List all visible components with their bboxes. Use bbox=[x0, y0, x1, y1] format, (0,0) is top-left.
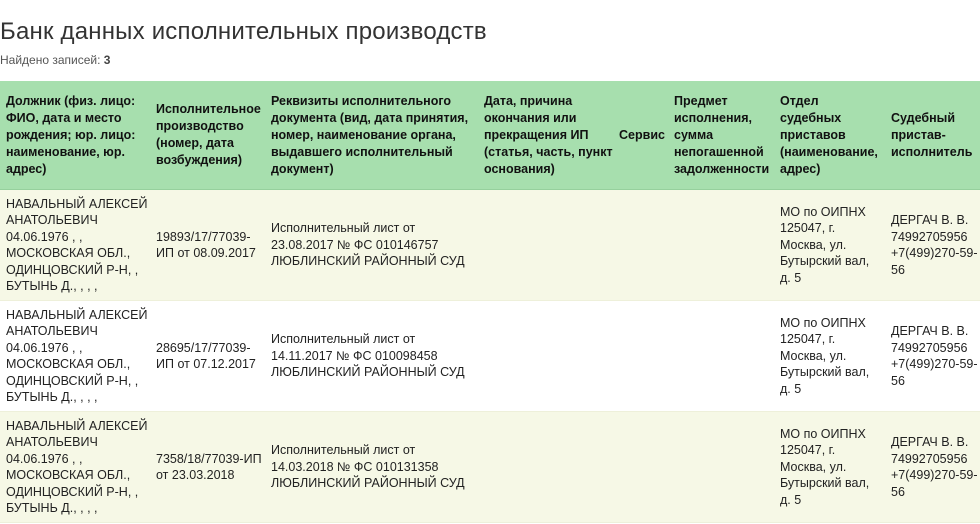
table-row bbox=[0, 412, 980, 523]
cell-service bbox=[616, 301, 668, 412]
table-header-row bbox=[0, 81, 980, 190]
cell-debtor: НАВАЛЬНЫЙ АЛЕКСЕЙ АНАТОЛЬЕВИЧ 04.06.1976 , , МОСКОВСКАЯ ОБЛ., ОДИНЦОВСКИЙ Р-Н, , БУТЫНЬ Д., , , , bbox=[0, 301, 150, 412]
col-header-debtor: Должник (физ. лицо: ФИО, дата и место рождения; юр. лицо: наименование, юр. адрес) bbox=[0, 81, 150, 190]
cell-department: МО по ОИПНХ 125047, г. Москва, ул. Бутырский вал, д. 5 bbox=[774, 190, 885, 301]
col-header-department: Отдел судебных приставов (наименование, адрес) bbox=[774, 81, 885, 190]
cell-bailiff: ДЕРГАЧ В. В. 74992705956 +7(499)270-59-56 bbox=[885, 190, 980, 301]
cell-service bbox=[616, 412, 668, 523]
table-row bbox=[0, 190, 980, 301]
cell-document: Исполнительный лист от 23.08.2017 № ФС 010146757 ЛЮБЛИНСКИЙ РАЙОННЫЙ СУД bbox=[265, 190, 478, 301]
cell-department: МО по ОИПНХ 125047, г. Москва, ул. Бутырский вал, д. 5 bbox=[774, 301, 885, 412]
cell-document: Исполнительный лист от 14.03.2018 № ФС 010131358 ЛЮБЛИНСКИЙ РАЙОННЫЙ СУД bbox=[265, 412, 478, 523]
cell-subject bbox=[668, 412, 774, 523]
records-found-label: Найдено записей: bbox=[0, 53, 101, 67]
cell-end-reason bbox=[478, 190, 616, 301]
col-header-proceeding: Исполнительное производство (номер, дата возбуждения) bbox=[150, 81, 265, 190]
cell-proceeding: 7358/18/77039-ИП от 23.03.2018 bbox=[150, 412, 265, 523]
table-row bbox=[0, 301, 980, 412]
cell-end-reason bbox=[478, 412, 616, 523]
cell-debtor: НАВАЛЬНЫЙ АЛЕКСЕЙ АНАТОЛЬЕВИЧ 04.06.1976 , , МОСКОВСКАЯ ОБЛ., ОДИНЦОВСКИЙ Р-Н, , БУТЫНЬ Д., , , , bbox=[0, 190, 150, 301]
cell-subject bbox=[668, 190, 774, 301]
cell-bailiff: ДЕРГАЧ В. В. 74992705956 +7(499)270-59-56 bbox=[885, 412, 980, 523]
cell-subject bbox=[668, 301, 774, 412]
results-table bbox=[0, 81, 980, 523]
cell-end-reason bbox=[478, 301, 616, 412]
page-title: Банк данных исполнительных производств bbox=[0, 18, 487, 46]
cell-department: МО по ОИПНХ 125047, г. Москва, ул. Бутырский вал, д. 5 bbox=[774, 412, 885, 523]
cell-service bbox=[616, 190, 668, 301]
col-header-service: Сервис bbox=[616, 81, 668, 190]
cell-bailiff: ДЕРГАЧ В. В. 74992705956 +7(499)270-59-56 bbox=[885, 301, 980, 412]
cell-proceeding: 28695/17/77039-ИП от 07.12.2017 bbox=[150, 301, 265, 412]
col-header-document: Реквизиты исполнительного документа (вид, дата принятия, номер, наименование органа, выдавшего исполнительный документ) bbox=[265, 81, 478, 190]
cell-document: Исполнительный лист от 14.11.2017 № ФС 010098458 ЛЮБЛИНСКИЙ РАЙОННЫЙ СУД bbox=[265, 301, 478, 412]
col-header-subject: Предмет исполнения, сумма непогашенной задолженности bbox=[668, 81, 774, 190]
cell-debtor: НАВАЛЬНЫЙ АЛЕКСЕЙ АНАТОЛЬЕВИЧ 04.06.1976 , , МОСКОВСКАЯ ОБЛ., ОДИНЦОВСКИЙ Р-Н, , БУТЫНЬ Д., , , , bbox=[0, 412, 150, 523]
col-header-end-reason: Дата, причина окончания или прекращения ИП (статья, часть, пункт основания) bbox=[478, 81, 616, 190]
records-found bbox=[0, 53, 110, 67]
cell-proceeding: 19893/17/77039-ИП от 08.09.2017 bbox=[150, 190, 265, 301]
col-header-bailiff: Судебный пристав-исполнитель bbox=[885, 81, 980, 190]
records-found-count: 3 bbox=[103, 53, 111, 67]
